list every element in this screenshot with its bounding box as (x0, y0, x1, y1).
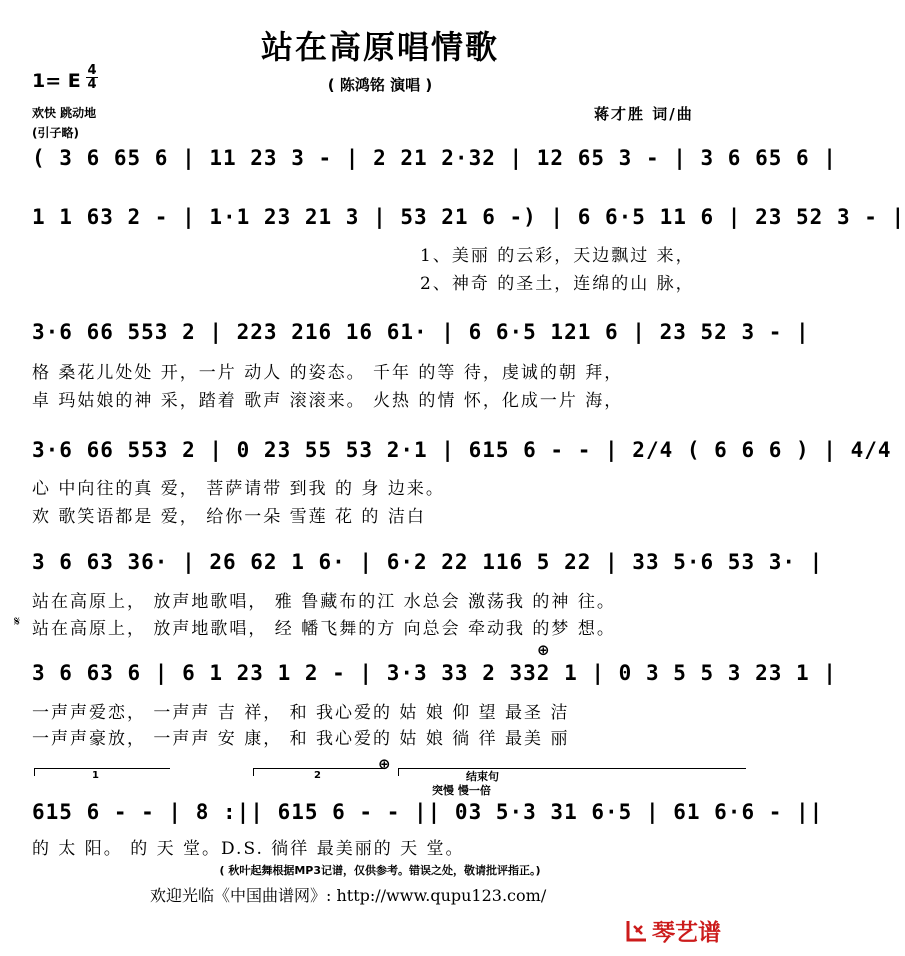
intro-note: (引子略) (32, 126, 79, 140)
transcription-note: ( 秋叶起舞根据MP3记谱，仅供参考。错误之处，敬请批评指正。) (219, 864, 541, 877)
lyric-row-4-verse-1: 心 中向往的真 爱， 菩萨请带 到我 的 身 边来。 (32, 479, 445, 499)
finale-tempo: 突慢 慢一倍 (432, 784, 491, 797)
lyric-row-3-verse-1: 格 桑花儿处处 开，一片 动人 的姿态。 千年 的等 待，虔诚的朝 拜， (32, 363, 624, 383)
notation-row-5: 3 6 63 36· | 26 62 1 6· | 6·2 22 116 5 22 | 33 5·6 53 3· | (32, 550, 824, 574)
first-ending-tick (34, 768, 35, 776)
notation-row-7: 615 6 - - | 8 :|| 615 6 - - || 03 5·3 31 6·5 | 61 6·6 - || (32, 800, 824, 824)
notation-row-1: ( 3 6 65 6 | 11 23 3 - | 2 21 2·32 | 12 65 3 - | 3 6 65 6 | (32, 146, 837, 170)
lyric-row-3-verse-2: 卓 玛姑娘的神 采，踏着 歌声 滚滚来。 火热 的情 怀，化成一片 海， (32, 391, 624, 411)
author-credit: 蒋才胜 词/曲 (594, 105, 694, 123)
finale-bracket (398, 768, 746, 769)
first-ending-bracket (34, 768, 170, 769)
lyric-row-5-verse-1: 站在高原上， 放声地歌唱， 雅 鲁藏布的江 水总会 激荡我 的神 往。 (32, 592, 616, 612)
singer-credit: ( 陈鸿铭 演唱 ) (327, 76, 433, 94)
coda-sign: ⊕ (537, 641, 550, 659)
key-signature: 1= E (32, 70, 81, 92)
second-ending-tick (253, 768, 254, 776)
lyric-row-2-verse-1: 1、美丽 的云彩，天边飘过 来， (420, 246, 695, 266)
lyric-row-6-verse-2: 一声声豪放， 一声声 安 康， 和 我心爱的 姑 娘 徜 徉 最美 丽 (32, 729, 570, 749)
lyric-row-7: 的 太 阳。 的 天 堂。D.S. 徜徉 最美丽的 天 堂。 (32, 839, 465, 859)
first-ending-label: 1 (92, 770, 99, 781)
song-title: 站在高原唱情歌 (260, 28, 499, 66)
lyric-row-4-verse-2: 欢 歌笑语都是 爱， 给你一朵 雪莲 花 的 洁白 (32, 507, 426, 527)
time-signature-bottom: 4 (87, 77, 97, 92)
coda-sign-2: ⊕ (378, 755, 391, 773)
time-signature (86, 64, 98, 91)
notation-row-2: 1 1 63 2 - | 1·1 23 21 3 | 53 21 6 -) | 6 6·5 11 6 | 23 52 3 - | (32, 205, 905, 229)
notation-row-3: 3·6 66 553 2 | 223 216 16 61· | 6 6·5 121 6 | 23 52 3 - | (32, 320, 810, 344)
lyric-row-5-verse-2: 站在高原上， 放声地歌唱， 经 幡飞舞的方 向总会 牵动我 的梦 想。 (32, 619, 616, 639)
second-ending-label: 2 (314, 770, 321, 781)
lyric-row-6-verse-1: 一声声爱恋， 一声声 吉 祥， 和 我心爱的 姑 娘 仰 望 最圣 洁 (32, 703, 570, 723)
second-ending-bracket (253, 768, 383, 769)
notation-row-4: 3·6 66 553 2 | 0 23 55 53 2·1 | 615 6 - - | 2/4 ( 6 6 6 ) | 4/4 (32, 438, 892, 462)
tempo-marking: 欢快 跳动地 (32, 106, 97, 120)
logo-text: 琴艺谱 (652, 920, 721, 946)
finale-label: 结束句 (466, 770, 499, 783)
segno-sign: 𝄋 (14, 614, 21, 630)
site-footer: 欢迎光临《中国曲谱网》: http://www.qupu123.com/ (150, 886, 547, 905)
finale-tick (398, 768, 399, 776)
time-signature-top: 4 (87, 63, 97, 78)
lyric-row-2-verse-2: 2、神奇 的圣土，连绵的山 脉， (420, 274, 695, 294)
notation-row-6: 3 6 63 6 | 6 1 23 1 2 - | 3·3 33 2 332 1 | 0 3 5 5 3 23 1 | (32, 661, 837, 685)
logo-icon (624, 918, 650, 944)
